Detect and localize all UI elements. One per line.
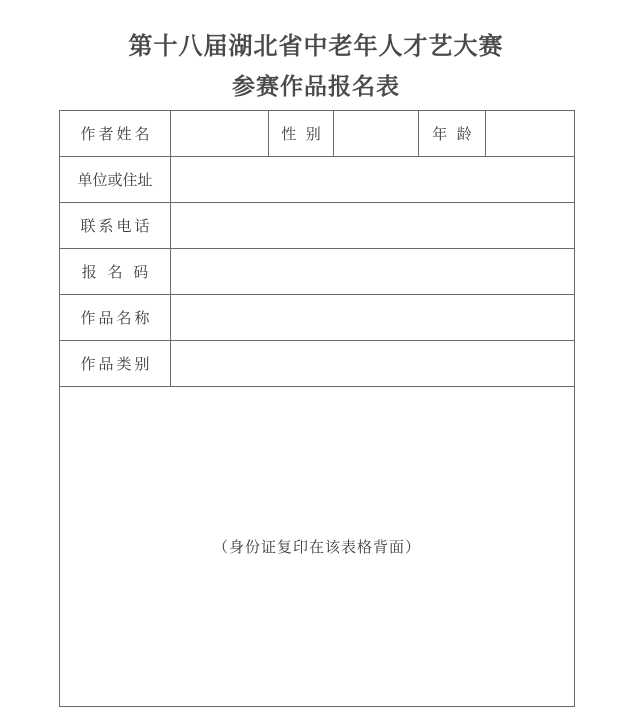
- registration-form-table: [59, 110, 575, 707]
- id-copy-area: [60, 387, 575, 707]
- gender-label: 性 别: [269, 111, 334, 157]
- author-name-label: 作者姓名: [60, 111, 171, 157]
- work-title-field[interactable]: [171, 295, 575, 341]
- id-photo-row: [60, 387, 575, 707]
- age-field[interactable]: [486, 111, 575, 157]
- work-category-label: 作品类别: [60, 341, 171, 387]
- id-copy-note: （身份证复印在该表格背面）: [212, 538, 421, 556]
- address-field[interactable]: [171, 157, 575, 203]
- phone-label: 联系电话: [60, 203, 171, 249]
- work-category-field[interactable]: [171, 341, 575, 387]
- work-title-label: 作品名称: [60, 295, 171, 341]
- author-row: [60, 111, 575, 157]
- author-name-field[interactable]: [171, 111, 269, 157]
- registration-code-row: [60, 249, 575, 295]
- registration-code-field[interactable]: [171, 249, 575, 295]
- age-label: 年 龄: [419, 111, 486, 157]
- phone-field[interactable]: [171, 203, 575, 249]
- address-row: [60, 157, 575, 203]
- registration-code-label: 报 名 码: [60, 249, 171, 295]
- address-label: 单位或住址: [60, 157, 171, 203]
- work-title-row: [60, 295, 575, 341]
- form-subtitle: 参赛作品报名表: [232, 73, 400, 100]
- phone-row: [60, 203, 575, 249]
- form-title: 第十八届湖北省中老年人才艺大赛: [128, 31, 504, 60]
- work-category-row: [60, 341, 575, 387]
- gender-field[interactable]: [334, 111, 419, 157]
